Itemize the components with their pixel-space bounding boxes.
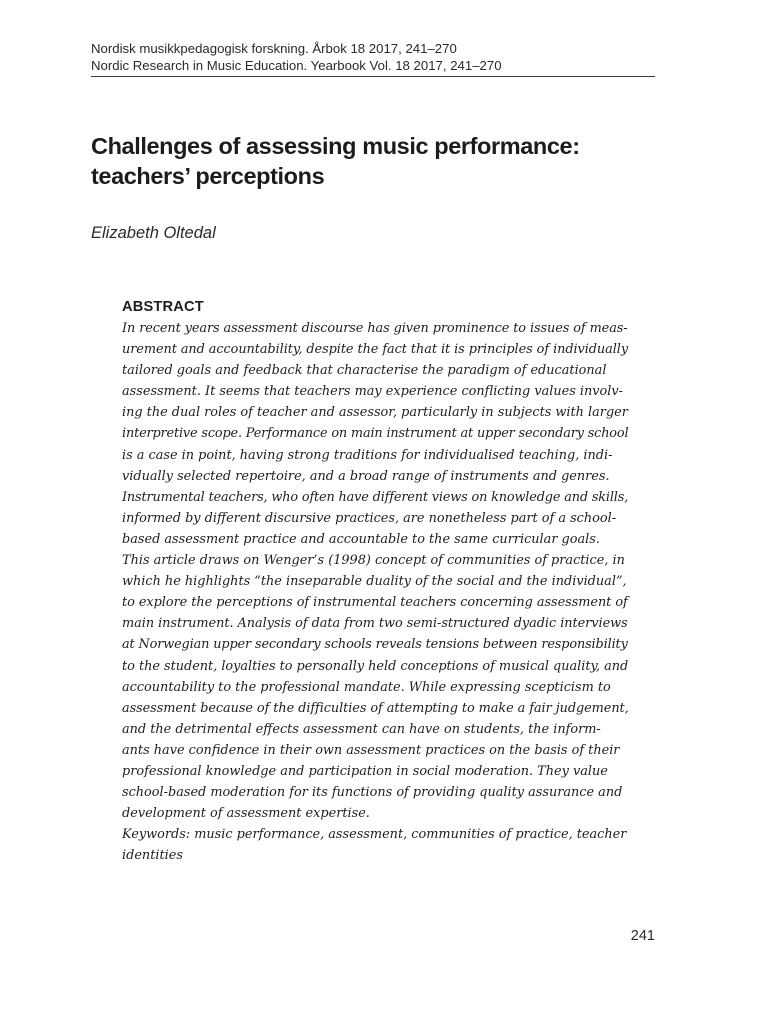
abstract-line: development of assessment expertise.	[122, 806, 370, 822]
abstract-line: based assessment practice and accountable to the same curricular goals.	[122, 531, 600, 547]
keywords-line: identities	[122, 848, 183, 864]
running-header	[91, 40, 655, 74]
abstract-line: urement and accountability, despite the fact that it is principles of individually	[122, 342, 629, 358]
abstract-line: In recent years assessment discourse has given prominence to issues of meas-	[122, 321, 628, 336]
abstract-line: is a case in point, having strong traditions for individualised teaching, indi-	[122, 447, 613, 463]
abstract-line: to the student, loyalties to personally held conceptions of musical quality, and	[122, 658, 629, 674]
abstract-line: and the detrimental effects assessment can have on students, the inform-	[122, 721, 601, 737]
abstract-body	[122, 318, 628, 866]
abstract-line: which he highlights “the inseparable duality of the social and the individual”,	[122, 574, 627, 590]
abstract-line: school-based moderation for its functions of providing quality assurance and	[122, 785, 623, 801]
abstract-line: at Norwegian upper secondary schools reveals tensions between responsibility	[122, 637, 628, 653]
article-title-line-1: Challenges of assessing music performance:	[91, 133, 580, 159]
keywords-line: Keywords: music performance, assessment, communities of practice, teacher	[122, 827, 627, 843]
abstract-line: accountability to the professional mandate. While expressing scepticism to	[122, 679, 611, 695]
abstract-line: informed by different discursive practices, are nonetheless part of a school-	[122, 510, 617, 526]
abstract-line: vidually selected repertoire, and a broad range of instruments and genres.	[122, 468, 610, 484]
abstract-line: ants have confidence in their own assessment practices on the basis of their	[122, 742, 620, 758]
abstract-line: tailored goals and feedback that characterise the paradigm of educational	[122, 363, 607, 379]
author-name: Elizabeth Oltedal	[91, 224, 216, 242]
abstract-line: interpretive scope. Performance on main instrument at upper secondary school	[122, 426, 629, 442]
abstract-line: assessment. It seems that teachers may experience conflicting values involv-	[122, 384, 623, 400]
abstract-line: ing the dual roles of teacher and assessor, particularly in subjects with larger	[122, 405, 628, 421]
abstract-heading: ABSTRACT	[122, 299, 204, 315]
abstract-line: This article draws on Wenger’s (1998) concept of communities of practice, in	[122, 553, 625, 569]
abstract-line: professional knowledge and participation in social moderation. They value	[122, 763, 608, 779]
article-title-line-2: teachers’ perceptions	[91, 163, 325, 189]
header-divider	[91, 76, 655, 77]
running-header-norwegian: Nordisk musikkpedagogisk forskning. Årbok 18 2017, 241–270	[91, 41, 457, 56]
abstract-line: assessment because of the difficulties of attempting to make a fair judgement,	[122, 700, 629, 716]
article-title	[91, 131, 671, 191]
running-header-english: Nordic Research in Music Education. Yearbook Vol. 18 2017, 241–270	[91, 58, 502, 73]
page-number: 241	[630, 928, 655, 944]
abstract-line: main instrument. Analysis of data from two semi-structured dyadic interviews	[122, 616, 628, 632]
abstract-line: to explore the perceptions of instrumental teachers concerning assessment of	[122, 595, 628, 611]
abstract-line: Instrumental teachers, who often have different views on knowledge and skills,	[122, 489, 629, 505]
